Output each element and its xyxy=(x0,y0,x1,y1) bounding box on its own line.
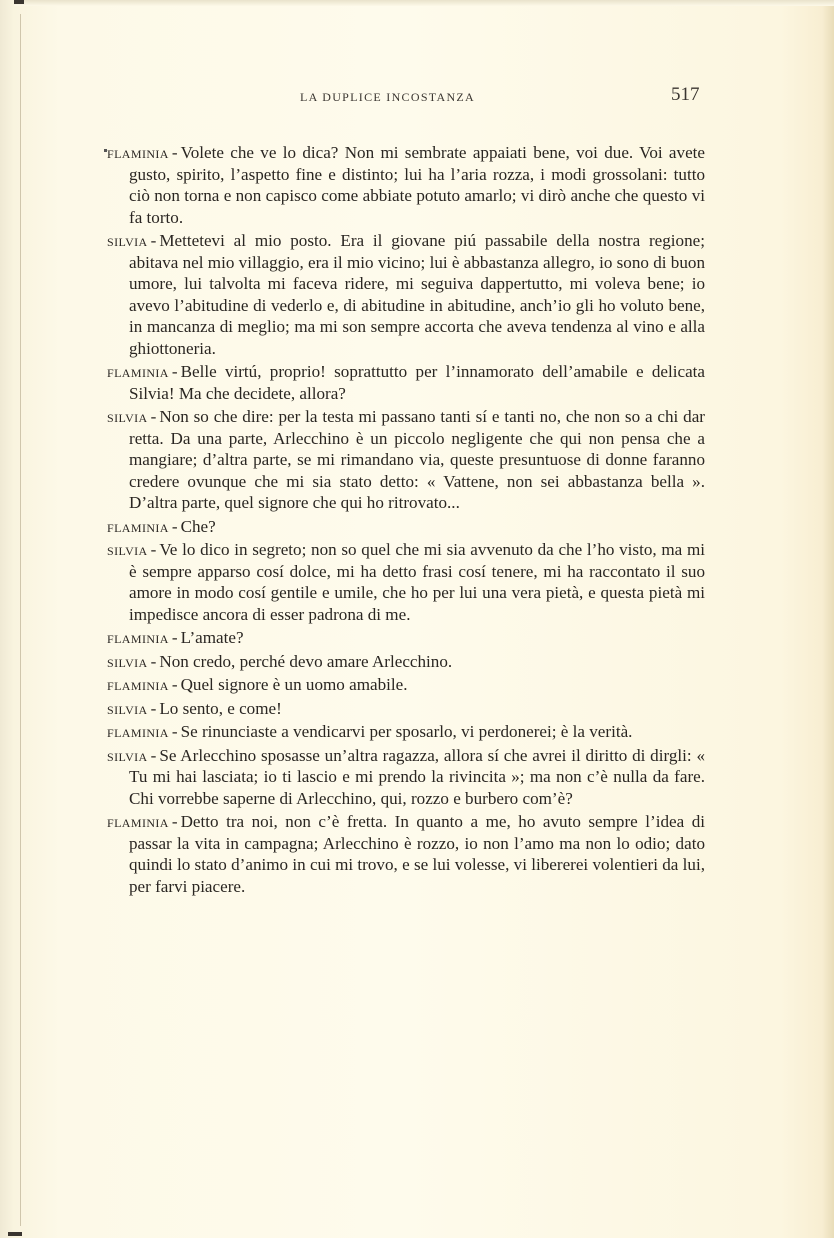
speech-text: Non credo, perché devo amare Arlecchino. xyxy=(159,651,453,671)
speaker-name: silvia xyxy=(107,231,148,250)
speech-text: Belle virtú, proprio! soprattutto per l’innamorato dell’amabile e delicata Silvia! Ma che decidete, allora? xyxy=(129,362,705,403)
speaker-name: silvia xyxy=(107,407,148,426)
speech-text: Volete che ve lo dica? Non mi sembrate appaiati bene, voi due. Voi avete gusto, spirito, l’aspetto fine e distinto; lui ha l’aria rozza, i modi grossolani: tutto ciò non torna e non capisco come abbiate potuto amarlo; vi dirò anche che questo vi fa torto. xyxy=(129,143,705,227)
dialogue-body xyxy=(107,142,705,899)
speaker-name: silvia xyxy=(107,745,148,765)
speech-text: Lo sento, e come! xyxy=(159,698,282,718)
speech-text: Non so che dire: per la testa mi passano tanti sí e tanti no, che non so a chi dar retta. Da una parte, Arlecchino è un piccolo negligente che qui non pensa che a mangiare; d’altra parte, se mi rimandano via, queste presuntuose di donne faranno credere ovunque che mi sia stato detto: « Vattene, non sei abbastanza bella ». D’altra parte, quel signore che qui ho ritrovato... xyxy=(129,407,705,512)
page-corner-shadow xyxy=(14,0,24,4)
speech-text: Detto tra noi, non c’è fretta. In quanto a me, ho avuto sempre l’idea di passar la vita in campagna; Arlecchino è rozzo, io non l’amo ma non lo odio; dato quindi lo stato d’animo in cui mi trovo, e se lui volesse, vi libererei volentieri da lui, per farvi piacere. xyxy=(129,812,705,896)
speech: flaminia - Belle virtú, proprio! soprattutto per l’innamorato dell’amabile e delicata Silvia! Ma che decidete, allora? xyxy=(107,362,705,403)
speaker-name: flaminia xyxy=(107,516,169,536)
speech-text: Quel signore è un uomo amabile. xyxy=(180,675,408,694)
speech: flaminia - Detto tra noi, non c’è fretta. In quanto a me, ho avuto sempre l’idea di passar la vita in campagna; Arlecchino è rozzo, io non l’amo ma non lo odio; dato quindi lo stato d’animo in cui mi trovo, e se lui volesse, vi libererei volentieri da lui, per farvi piacere. xyxy=(107,812,705,896)
speech-text: Ve lo dico in segreto; non so quel che mi sia avvenuto da che l’ho visto, ma mi è sempre apparso cosí dolce, mi ha detto frasi cosí tenere, mi ha raccontato il suo amore in modo cosí gentile e umile, che ho per lui una vera pietà, e questa pietà mi impedisce ancora di esser padrona di me. xyxy=(129,540,705,624)
speaker-name: flaminia xyxy=(107,143,169,162)
speech: silvia - Ve lo dico in segreto; non so quel che mi sia avvenuto da che l’ho visto, ma mi è sempre apparso cosí dolce, mi ha detto frasi cosí tenere, mi ha raccontato il suo amore in modo cosí gentile e umile, che ho per lui una vera pietà, e questa pietà mi impedisce ancora di esser padrona di me. xyxy=(107,540,705,624)
running-title: LA DUPLICE INCOSTANZA xyxy=(300,90,476,104)
binding-gutter xyxy=(20,14,21,1226)
speaker-name: flaminia xyxy=(107,362,169,381)
speech: flaminia - Quel signore è un uomo amabile. xyxy=(107,675,408,694)
speech: silvia - Se Arlecchino sposasse un’altra ragazza, allora sí che avrei il diritto di dirgli: « Tu mi hai lasciata; io ti lascio e mi prendo la rivincita »; ma non c’è nulla da fare. Chi vorrebbe saperne di Arlecchino, qui, rozzo e burbero com’è? xyxy=(107,745,705,808)
speech-text: Mettetevi al mio posto. Era il giovane piú passabile della nostra regione; abitava nel mio villaggio, era il mio vicino; lui è abbastanza allegro, io sono di buon umore, lui talvolta mi faceva ridere, mi seguiva dappertutto, mi voleva bene; io avevo l’abitudine di vederlo e, di abitudine in abitudine, anch’io gli ho voluto bene, in mancanza di meglio; ma mi son sempre accorta che aveva tendenza al vino e alla ghiottoneria. xyxy=(129,231,705,358)
speech: flaminia - L’amate? xyxy=(107,628,244,647)
speaker-name: flaminia xyxy=(107,628,169,647)
page-number: 517 xyxy=(671,84,700,105)
speech: silvia - Lo sento, e come! xyxy=(107,698,282,718)
speech: silvia - Non so che dire: per la testa mi passano tanti sí e tanti no, che non so a chi dar retta. Da una parte, Arlecchino è un piccolo negligente che qui non pensa che a mangiare; d’altra parte, se mi rimandano via, queste presuntuose di donne faranno credere ovunque che mi sia stato detto: « Vattene, non sei abbastanza bella ». D’altra parte, quel signore che qui ho ritrovato... xyxy=(107,407,705,512)
speech-text: Se Arlecchino sposasse un’altra ragazza, allora sí che avrei il diritto di dirgli: « Tu mi hai lasciata; io ti lascio e mi prendo la rivincita »; ma non c’è nulla da fare. Chi vorrebbe saperne di Arlecchino, qui, rozzo e burbero com’è? xyxy=(129,745,705,808)
page-corner-shadow xyxy=(8,1232,22,1236)
speaker-name: silvia xyxy=(107,698,148,718)
speech-text: Che? xyxy=(180,516,216,536)
speech: silvia - Mettetevi al mio posto. Era il giovane piú passabile della nostra regione; abitava nel mio villaggio, era il mio vicino; lui è abbastanza allegro, io sono di buon umore, lui talvolta mi faceva ridere, mi seguiva dappertutto, mi voleva bene; io avevo l’abitudine di vederlo e, di abitudine in abitudine, anch’io gli ho voluto bene, in mancanza di meglio; ma mi son sempre accorta che aveva tendenza al vino e alla ghiottoneria. xyxy=(107,231,705,358)
speech: flaminia - Che? xyxy=(107,516,216,536)
speech-text: L’amate? xyxy=(180,628,244,647)
running-header xyxy=(0,84,834,108)
speaker-name: flaminia xyxy=(107,675,169,694)
speaker-name: flaminia xyxy=(107,812,169,831)
speech: flaminia - Se rinunciaste a vendicarvi per sposarlo, vi perdonerei; è la verità. xyxy=(107,722,633,741)
speaker-name: silvia xyxy=(107,651,148,671)
speech-text: Se rinunciaste a vendicarvi per sposarlo, vi perdonerei; è la verità. xyxy=(180,722,633,741)
speaker-name: flaminia xyxy=(107,722,169,741)
speech: flaminia - Volete che ve lo dica? Non mi sembrate appaiati bene, voi due. Voi avete gusto, spirito, l’aspetto fine e distinto; lui ha l’aria rozza, i modi grossolani: tutto ciò non torna e non capisco come abbiate potuto amarlo; vi dirò anche che questo vi fa torto. xyxy=(107,143,705,227)
speech: silvia - Non credo, perché devo amare Arlecchino. xyxy=(107,651,453,671)
page-top-edge xyxy=(14,0,834,6)
speaker-name: silvia xyxy=(107,540,148,559)
